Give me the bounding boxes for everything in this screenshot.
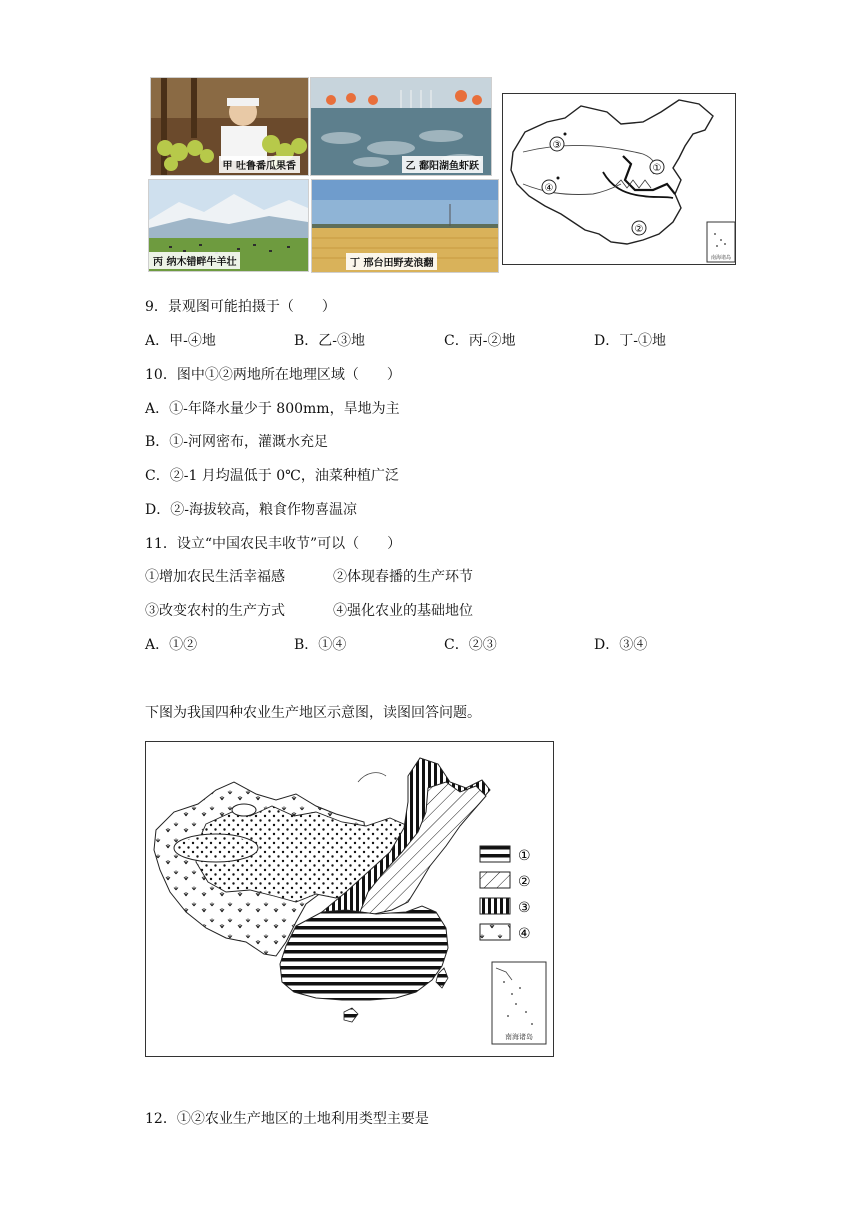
q9-option-b[interactable]: B．乙-③地 xyxy=(294,333,366,349)
map2-inset xyxy=(492,962,546,1044)
map-china-regions xyxy=(502,93,736,265)
photo-yi-caption: 乙 鄱阳湖鱼虾跃 xyxy=(402,156,483,173)
map2-inset-label: 南海诸岛 xyxy=(505,1033,533,1041)
svg-text:④: ④ xyxy=(544,183,554,194)
q9-option-a[interactable]: A．甲-④地 xyxy=(145,333,216,349)
q10-option-a[interactable]: A．①-年降水量少于 800mm，旱地为主 xyxy=(145,401,400,417)
legend-label-1: ① xyxy=(518,848,531,864)
q10-stem: 10．图中①②两地所在地理区域（ ） xyxy=(145,367,401,383)
map-agriculture-regions xyxy=(145,741,554,1057)
photo-jia-caption: 甲 吐鲁番瓜果香 xyxy=(219,156,300,173)
q9-option-d[interactable]: D．丁-①地 xyxy=(594,333,666,349)
map2-legend xyxy=(480,846,531,942)
q11-item-1: ①增加农民生活幸福感 xyxy=(145,569,285,585)
map1-marker-4 xyxy=(542,177,560,195)
q11-stem: 11．设立“中国农民丰收节”可以（ ） xyxy=(145,536,402,552)
map1-marker-2 xyxy=(632,221,646,235)
svg-text:③: ③ xyxy=(552,140,562,151)
q12-stem: 12．①②农业生产地区的土地利用类型主要是 xyxy=(145,1111,429,1127)
q11-item-2: ②体现春播的生产环节 xyxy=(333,569,473,585)
legend-swatch-3 xyxy=(480,898,510,914)
legend-swatch-2 xyxy=(480,872,510,888)
photo-yi xyxy=(310,77,492,176)
q11-option-a[interactable]: A．①② xyxy=(145,637,198,653)
q11-option-b[interactable]: B．①④ xyxy=(294,637,347,653)
photo-jia xyxy=(150,77,309,176)
map-agriculture-svg xyxy=(146,742,553,1056)
photo-bing-caption: 丙 纳木错畔牛羊壮 xyxy=(149,252,240,269)
map1-marker-3 xyxy=(550,133,567,152)
map-china-regions-svg xyxy=(503,94,735,264)
legend-label-2: ② xyxy=(518,874,531,890)
svg-text:②: ② xyxy=(634,224,644,235)
q11-item-3: ③改变农村的生产方式 xyxy=(145,603,285,619)
q11-option-c[interactable]: C．②③ xyxy=(444,637,497,653)
map2-intro: 下图为我国四种农业生产地区示意图，读图回答问题。 xyxy=(145,705,481,721)
svg-text:①: ① xyxy=(652,163,662,174)
q11-option-d[interactable]: D．③④ xyxy=(594,637,648,653)
map1-marker-1 xyxy=(650,160,664,174)
photo-ding xyxy=(311,179,499,273)
photo-ding-caption: 丁 邢台田野麦浪翻 xyxy=(346,253,437,270)
legend-label-4: ④ xyxy=(518,926,531,942)
photo-bing xyxy=(148,179,309,272)
legend-swatch-4 xyxy=(480,924,510,940)
legend-swatch-1 xyxy=(480,846,510,862)
legend-label-3: ③ xyxy=(518,900,531,916)
q11-item-4: ④强化农业的基础地位 xyxy=(333,603,473,619)
q10-option-c[interactable]: C．②-1 月均温低于 0℃，油菜种植广泛 xyxy=(145,468,399,484)
q10-option-b[interactable]: B．①-河网密布，灌溉水充足 xyxy=(145,434,329,450)
q10-option-d[interactable]: D．②-海拔较高，粮食作物喜温凉 xyxy=(145,502,357,518)
q9-option-c[interactable]: C．丙-②地 xyxy=(444,333,516,349)
q9-stem: 9．景观图可能拍摄于（ ） xyxy=(145,299,336,315)
map1-inset-label: 南海诸岛 xyxy=(710,255,732,261)
